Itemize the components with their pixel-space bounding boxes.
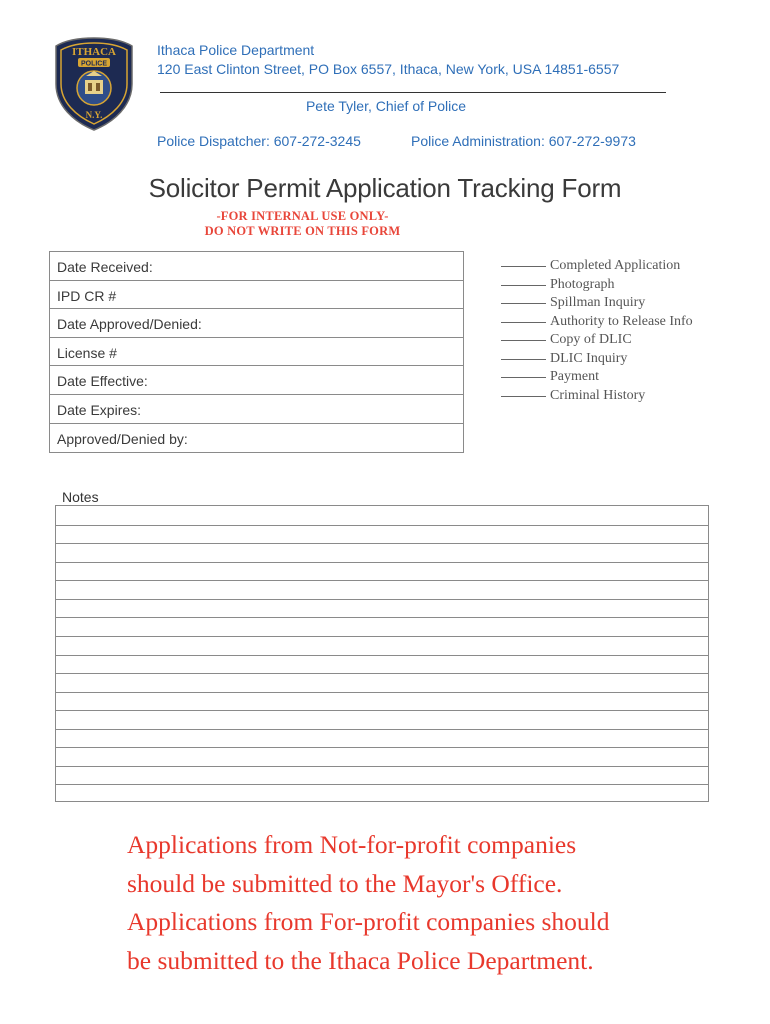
check-blank [501, 359, 546, 360]
department-address: 120 East Clinton Street, PO Box 6557, Ithaca, New York, USA 14851-6557 [157, 61, 620, 77]
checklist-label: Payment [550, 369, 599, 384]
notes-rule-line [56, 784, 708, 785]
instruction-line: be submitted to the Ithaca Police Department. [127, 945, 594, 975]
notes-rule-line [56, 599, 708, 600]
check-blank [501, 266, 546, 267]
instruction-line: Applications from Not-for-profit companies [127, 830, 577, 859]
checklist-item [501, 257, 693, 276]
badge-bottom-text: N.Y. [85, 110, 103, 120]
document-checklist [501, 257, 693, 405]
checklist-item [501, 368, 693, 387]
notes-rule-line [56, 525, 708, 526]
notes-rule-line [56, 766, 708, 767]
checklist-item [501, 350, 693, 369]
notes-rule-line [56, 710, 708, 711]
field-date-expires: Date Expires: [50, 395, 463, 424]
internal-use-notice: -FOR INTERNAL USE ONLY- [216, 209, 389, 223]
notes-rule-line [56, 729, 708, 730]
checklist-label: Spillman Inquiry [550, 295, 646, 310]
checklist-label: DLIC Inquiry [550, 350, 628, 366]
check-blank [501, 377, 546, 378]
field-approved-denied-by: Approved/Denied by: [57, 430, 188, 447]
field-date-effective: Date Effective: [50, 366, 463, 395]
notes-rule-line [56, 580, 708, 581]
notes-rule-line [56, 692, 708, 693]
checklist-label: Criminal History [550, 387, 646, 403]
instruction-line: should be submitted to the Mayor's Office. [127, 868, 563, 898]
checklist-label: Copy of DLIC [550, 332, 632, 347]
notes-rule-line [56, 617, 708, 618]
department-name: Ithaca Police Department [157, 42, 315, 58]
checklist-item [501, 294, 693, 313]
field-license: License # [50, 338, 463, 367]
tracking-fields-table [49, 251, 464, 453]
checklist-item [501, 331, 693, 350]
notes-rule-line [56, 636, 708, 637]
check-blank [501, 340, 546, 341]
badge-mid-text: POLICE [80, 60, 108, 68]
checklist-label: Authority to Release Info [550, 313, 693, 329]
checklist-item [501, 387, 693, 406]
field-date-received: Date Received: [50, 252, 463, 281]
notes-rule-line [56, 655, 708, 656]
checklist-label: Photograph [550, 276, 615, 292]
checklist-label: Completed Application [550, 258, 681, 273]
check-blank [501, 322, 546, 323]
administration-phone: Police Administration: 607-272-9973 [411, 133, 636, 149]
field-ipd-cr: IPD CR # [50, 281, 463, 310]
check-blank [501, 396, 546, 397]
dispatcher-phone: Police Dispatcher: 607-272-3245 [157, 133, 361, 149]
notes-rule-line [56, 543, 708, 544]
checklist-item [501, 313, 693, 332]
notes-rule-line [56, 673, 708, 674]
header-divider [160, 92, 666, 93]
check-blank [501, 303, 546, 304]
field-date-approved-denied: Date Approved/Denied: [50, 309, 463, 338]
notes-box [55, 505, 709, 802]
badge-top-text: ITHACA [71, 46, 117, 58]
form-title: Solicitor Permit Application Tracking Form [148, 173, 622, 203]
check-blank [501, 285, 546, 286]
submission-instructions [127, 826, 727, 980]
chief-of-police: Pete Tyler, Chief of Police [305, 98, 467, 114]
instruction-line: Applications from For-profit companies should [127, 907, 610, 936]
notes-rule-line [56, 562, 708, 563]
checklist-item [501, 276, 693, 295]
notes-label: Notes [62, 489, 99, 505]
notes-rule-line [56, 747, 708, 748]
do-not-write-notice: DO NOT WRITE ON THIS FORM [204, 224, 401, 238]
police-badge-logo [52, 36, 136, 132]
